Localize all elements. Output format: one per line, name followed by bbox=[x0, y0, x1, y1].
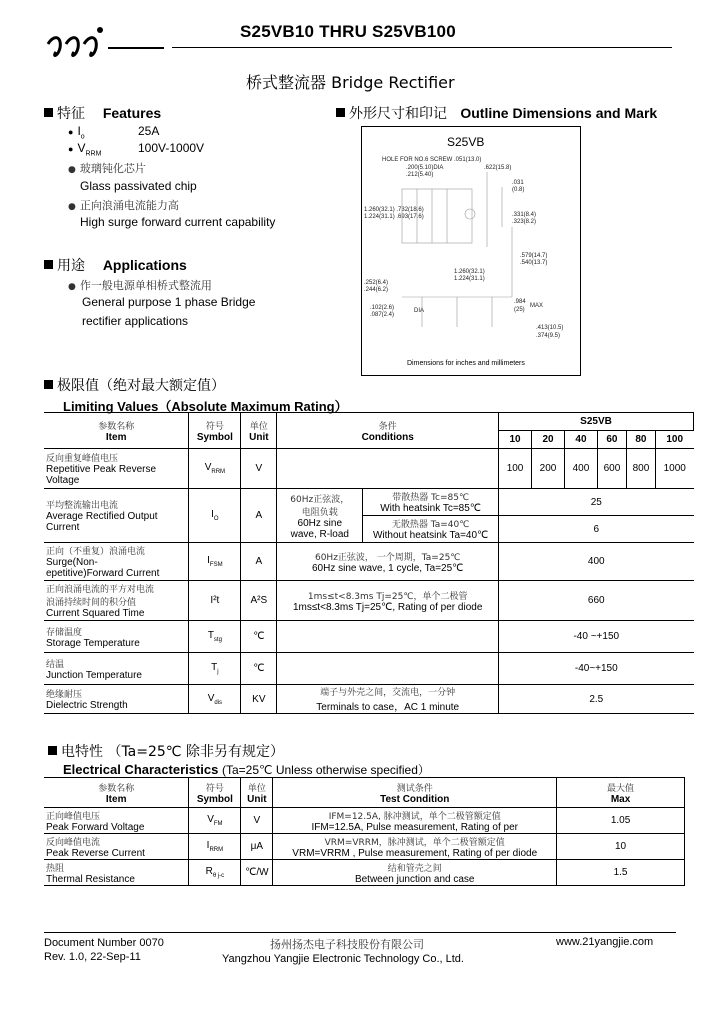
features-heading: 特征 Features bbox=[44, 103, 161, 123]
dim-d16: .102(2.6) bbox=[370, 305, 395, 311]
limits-row-i2t: 正向浪涌电流的平方对电流 浪涌持续时间的积分值 Current Squared Time I²t A²S 1ms≤t<8.3ms Tj=25℃，单个二极管 1ms≤t<8.3ms Tj=25℃, Rating of per diode 660 bbox=[44, 581, 694, 621]
elec-row-rth: 热阻 Thermal Resistance $R_{\theta j-c}$ ℃/W 结和管壳之间 Between junction and case 1.5 bbox=[44, 860, 685, 886]
dim-d9: .323(8.2) bbox=[512, 219, 537, 225]
revision: Rev. 1.0, 22-Sep-11 bbox=[44, 951, 141, 963]
applications-en-2: rectifier applications bbox=[82, 314, 189, 328]
feature-vrrm: ● $V_{RRM}$ bbox=[68, 141, 102, 158]
feature-surge-zh: ● 正向浪涌电流能力高 bbox=[68, 199, 179, 212]
dim-d10: .579(14.7) bbox=[520, 253, 548, 259]
dim-d14: .252(6.4) bbox=[364, 280, 389, 286]
dim-d2: .212(5.40) bbox=[406, 172, 434, 178]
dim-d7: 1.224(31.1) .693(17.6) bbox=[364, 214, 424, 220]
dim-hole: HOLE FOR NO.6 SCREW .051(13.0) bbox=[382, 157, 482, 163]
elec-row-vfm: 正向峰值电压 Peak Forward Voltage $V_{FM}$ V IFM=12.5A, 脉冲测试，单个二极管额定值 IFM=12.5A, Pulse measurement, Rating of per 1.05 bbox=[44, 808, 685, 834]
footer-rule bbox=[44, 932, 676, 933]
limits-row-vdis: 绝缘耐压 Dielectric Strength $V_{dis}$ KV 端子与外壳之间，交流电，一分钟 Terminals to case，AC 1 minute 2.5 bbox=[44, 685, 694, 714]
dim-d15: .244(6.2) bbox=[364, 287, 389, 293]
dim-d22: .413(10.5) bbox=[536, 325, 564, 331]
dim-d19: .984 bbox=[514, 299, 526, 305]
page-subtitle: 桥式整流器 Bridge Rectifier bbox=[246, 73, 455, 92]
limits-row-tj: 结温 Junction Temperature $T_j$ ℃ -40~+150 bbox=[44, 653, 694, 685]
outline-lines bbox=[362, 127, 580, 375]
feature-glass-zh: ● 玻璃钝化芯片 bbox=[68, 162, 146, 175]
feature-glass-en: Glass passivated chip bbox=[80, 179, 197, 193]
limits-row-ifsm: 正向（不重复）浪涌电流 Surge(Non- epetitive)Forward Current $I_{FSM}$ A 60Hz正弦波， 一个周期，Ta=25℃ 60Hz sine wave, 1 cycle, Ta=25℃ 400 bbox=[44, 543, 694, 581]
outline-drawing bbox=[361, 126, 581, 376]
feature-io-value: 25A bbox=[138, 124, 160, 138]
limits-header-row: 参数名称 Item 符号 Symbol 单位 Unit 条件 Conditions S25VB bbox=[44, 413, 694, 431]
page-title: S25VB10 THRU S25VB100 bbox=[240, 22, 456, 41]
title-rule bbox=[172, 47, 672, 48]
limits-table bbox=[44, 412, 694, 714]
limits-heading-en: Limiting Values（Absolute Maximum Rating） bbox=[63, 399, 348, 414]
limits-heading-zh: 极限值（绝对最大额定值） bbox=[44, 375, 225, 395]
company-name-en: Yangzhou Yangjie Electronic Technology Co., Ltd. bbox=[222, 953, 464, 965]
elec-row-irrm: 反向峰值电流 Peak Reverse Current $I_{RRM}$ μA VRM=VRRM，脉冲测试，单个二极管额定值 VRM=VRRM , Pulse measurement, Rating of per diode 10 bbox=[44, 834, 685, 860]
feature-io: ● $I_o$ bbox=[68, 124, 85, 141]
dim-d21: MAX bbox=[530, 303, 544, 309]
elec-heading-zh: 电特性 （Ta=25℃ 除非另有规定） bbox=[48, 741, 284, 761]
elec-header-row: 参数名称 Item 符号 Symbol 单位 Unit 测试条件 Test Condition 最大值 Max bbox=[44, 778, 685, 808]
limits-row-io-heatsink: 平均整流输出电流 Average Rectified Output Current $I_O$ A 60Hz正弦波， 电阻负载 60Hz sine wave, R-load 带散热器 Tc=85℃ With heatsink Tc=85℃ 25 bbox=[44, 489, 694, 516]
dimension-note: Dimensions for inches and millimeters bbox=[407, 360, 525, 367]
outline-heading: 外形尺寸和印记 Outline Dimensions and Mark bbox=[336, 103, 657, 123]
dim-d1: .200(5.10)DIA bbox=[406, 165, 444, 171]
limits-row-vrrm: 反向重复峰值电压 Repetitive Peak Reverse Voltage $V_{RRM}$ V 100 200 400 600 800 1000 bbox=[44, 449, 694, 489]
package-label: S25VB bbox=[447, 135, 485, 149]
dim-d3: .622(15.8) bbox=[484, 165, 512, 171]
dim-d4: .031 bbox=[512, 180, 524, 186]
feature-vrrm-value: 100V-1000V bbox=[138, 141, 205, 155]
dim-d17: .087(2.4) bbox=[370, 312, 395, 318]
company-logo bbox=[44, 22, 108, 62]
dim-d8: .331(8.4) bbox=[512, 212, 537, 218]
dim-d6: 1.260(32.1) .732(18.6) bbox=[364, 207, 424, 213]
dim-d20: (25) bbox=[514, 307, 525, 313]
limits-row-tstg: 存储温度 Storage Temperature $T_{stg}$ ℃ -40 ~+150 bbox=[44, 621, 694, 653]
dim-d5: (0.8) bbox=[512, 187, 525, 193]
document-number: Document Number 0070 bbox=[44, 937, 164, 949]
dim-d11: .540(13.7) bbox=[520, 260, 548, 266]
dim-d13: 1.224(31.1) bbox=[454, 276, 485, 282]
applications-zh: ● 作一般电源单相桥式整流用 bbox=[68, 279, 212, 292]
website-link[interactable]: www.21yangjie.com bbox=[556, 936, 654, 948]
logo-underline bbox=[108, 47, 164, 49]
limits-code-row: 10 20 40 60 80 100 bbox=[44, 431, 694, 449]
dim-d18: DIA bbox=[414, 308, 425, 314]
elec-table bbox=[44, 777, 685, 886]
elec-heading-en: Electrical Characteristics (Ta=25℃ Unless otherwise specified） bbox=[63, 762, 430, 777]
dim-d12: 1.260(32.1) bbox=[454, 269, 485, 275]
limits-row-io-noheatsink: 无散热器 Ta=40℃ Without heatsink Ta=40℃ 6 bbox=[44, 516, 694, 543]
company-name-zh: 扬州扬杰电子科技股份有限公司 bbox=[270, 938, 424, 951]
dim-d23: .374(9.5) bbox=[536, 333, 561, 339]
applications-heading: 用途 Applications bbox=[44, 255, 187, 275]
feature-surge-en: High surge forward current capability bbox=[80, 215, 276, 229]
applications-en-1: General purpose 1 phase Bridge bbox=[82, 295, 256, 309]
